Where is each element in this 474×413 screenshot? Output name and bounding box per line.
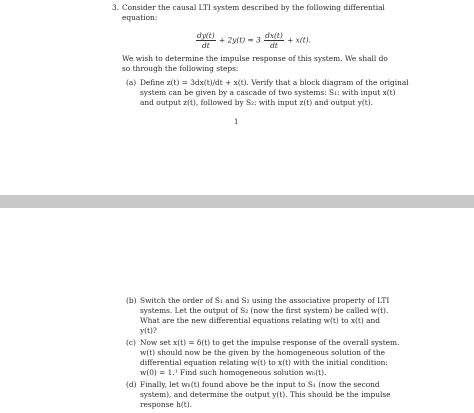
part-c-line-1: Now set x(t) = δ(t) to get the impulse response of the overall system. (140, 338, 400, 347)
document-page-1 (0, 0, 474, 195)
part-b-line-3: What are the new differential equations relating w(t) to x(t) and (140, 316, 380, 325)
part-b-line-4: y(t)? (140, 326, 157, 335)
part-b-line-2: systems. Let the output of S₂ (now the first system) be called w(t). (140, 306, 389, 315)
page-separator (0, 195, 474, 208)
lhs-numerator: dy(t) (197, 31, 215, 40)
paragraph-line-2: so through the following steps: (122, 64, 239, 73)
equation-tail: + x(t). (287, 35, 311, 45)
problem-number: 3. (112, 3, 120, 12)
part-d-line-2: system), and determine the output y(t). This should be the impulse (140, 390, 391, 399)
rhs-denominator: dt (270, 41, 278, 50)
page-number: 1 (234, 118, 239, 126)
part-a-line-1: Define z(t) = 3dx(t)/dt + x(t). Verify that a block diagram of the original (140, 78, 409, 87)
intro-line-1: Consider the causal LTI system described by the following differential (122, 3, 385, 12)
part-a-line-2: system can be given by a cascade of two systems: S₁: with input x(t) (140, 88, 396, 97)
lhs-denominator: dt (201, 41, 210, 50)
part-c-line-3: differential equation relating w(t) to x(t) with the initial condition: (140, 358, 388, 367)
intro-line-2: equation: (122, 13, 158, 22)
part-d-label: (d) (126, 380, 137, 389)
part-b-line-1: Switch the order of S₁ and S₂ using the associative property of LTI (140, 296, 390, 305)
part-c-label: (c) (126, 338, 136, 347)
rhs-fraction (264, 31, 284, 50)
lhs-fraction (196, 31, 216, 50)
document-page-2 (0, 208, 474, 413)
paragraph-line-1: We wish to determine the impulse response of this system. We shall do (122, 54, 388, 63)
part-b-label: (b) (126, 296, 137, 305)
equation-middle: + 2y(t) = 3 (219, 35, 261, 45)
part-c-line-2: w(t) should now be the given by the homogeneous solution of the (140, 348, 386, 357)
part-d-line-1: Finally, let wₕ(t) found above be the input to S₁ (now the second (140, 380, 380, 389)
differential-equation (195, 31, 311, 50)
part-a-label: (a) (126, 78, 137, 87)
part-a-line-3: and output z(t), followed by S₂: with input z(t) and output y(t). (140, 98, 374, 107)
part-c-line-4: w(0) = 1.¹ Find such homogeneous solution wₕ(t). (140, 368, 327, 377)
part-d-line-3: response h(t). (140, 400, 193, 409)
rhs-numerator: dx(t) (265, 31, 283, 40)
